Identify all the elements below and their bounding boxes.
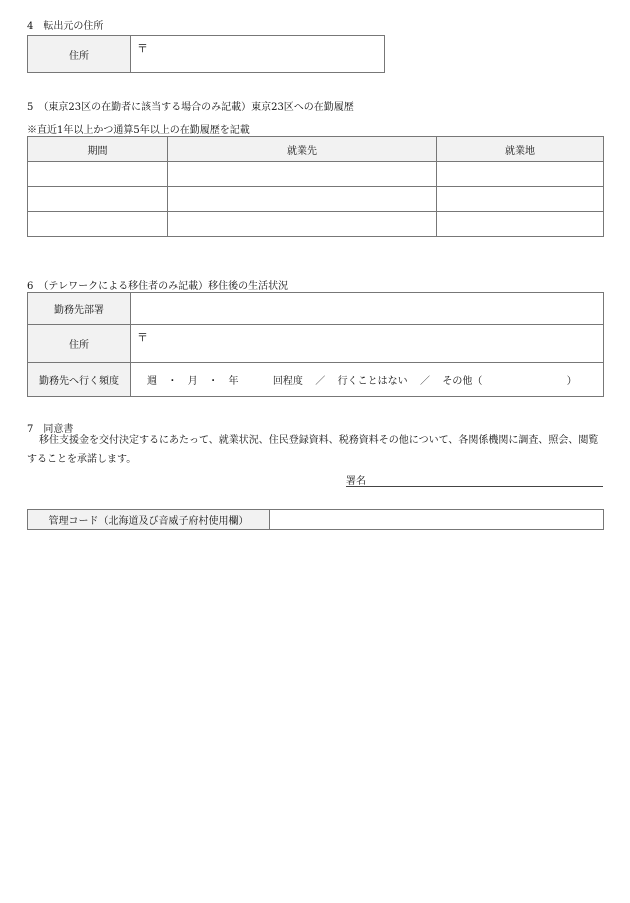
work-location-cell[interactable] bbox=[437, 187, 604, 212]
work-history-table bbox=[27, 136, 604, 237]
consent-text: 移住支援金を交付決定するにあたって、就業状況、住民登録資料、税務資料その他について、各関係機関に調査、照会、閲覧することを承諾します。 bbox=[27, 435, 599, 465]
frequency-separator: ・ bbox=[167, 376, 178, 387]
frequency-month: 月 bbox=[187, 376, 198, 387]
signature-line[interactable] bbox=[346, 486, 603, 487]
column-period: 期間 bbox=[28, 137, 168, 162]
former-address-field[interactable] bbox=[131, 36, 385, 73]
period-cell[interactable] bbox=[28, 212, 168, 237]
frequency-never: 行くことはない bbox=[337, 376, 408, 387]
frequency-week: 週 bbox=[147, 376, 157, 387]
signature-label: 署名 bbox=[346, 476, 366, 487]
period-cell[interactable] bbox=[28, 162, 168, 187]
column-employer: 就業先 bbox=[168, 137, 437, 162]
section4-heading: 4 転出元の住所 bbox=[27, 21, 104, 32]
office-department-label: 勤務先部署 bbox=[28, 293, 131, 325]
frequency-slash: ／ bbox=[420, 376, 430, 387]
office-department-field[interactable] bbox=[131, 293, 604, 325]
telework-status-table bbox=[27, 292, 604, 397]
postal-mark: 〒 bbox=[137, 42, 148, 55]
column-work-location: 就業地 bbox=[437, 137, 604, 162]
new-address-label: 住所 bbox=[28, 325, 131, 363]
employer-cell[interactable] bbox=[168, 212, 437, 237]
employer-cell[interactable] bbox=[168, 162, 437, 187]
admin-code-table bbox=[27, 509, 604, 530]
section5-heading: 5 （東京23区の在勤者に該当する場合のみ記載）東京23区への在勤履歴 bbox=[27, 102, 354, 113]
work-location-cell[interactable] bbox=[437, 162, 604, 187]
frequency-times: 回程度 bbox=[272, 376, 303, 387]
postal-mark: 〒 bbox=[137, 331, 148, 344]
visit-frequency-label: 勤務先へ行く頻度 bbox=[28, 363, 131, 397]
frequency-year: 年 bbox=[228, 376, 239, 387]
new-address-field[interactable] bbox=[131, 325, 604, 363]
section7-heading: 7 同意書 bbox=[27, 424, 74, 435]
admin-code-field[interactable] bbox=[270, 510, 604, 530]
visit-frequency-field[interactable] bbox=[131, 363, 604, 397]
employer-cell[interactable] bbox=[168, 187, 437, 212]
former-address-label: 住所 bbox=[28, 36, 131, 73]
section6-heading: 6 （テレワークによる移住者のみ記載）移住後の生活状況 bbox=[27, 281, 289, 292]
section5-note: ※直近1年以上かつ通算5年以上の在勤履歴を記載 bbox=[27, 125, 250, 136]
table-row bbox=[28, 162, 604, 187]
former-address-table bbox=[27, 35, 385, 73]
work-history-header bbox=[28, 137, 604, 162]
table-row bbox=[28, 187, 604, 212]
frequency-other-close: ） bbox=[566, 376, 577, 387]
frequency-other-open: その他（ bbox=[442, 376, 483, 387]
admin-code-label: 管理コード（北海道及び音威子府村使用欄） bbox=[28, 510, 270, 530]
frequency-separator: ・ bbox=[208, 376, 219, 387]
frequency-slash: ／ bbox=[315, 376, 326, 387]
work-location-cell[interactable] bbox=[437, 212, 604, 237]
period-cell[interactable] bbox=[28, 187, 168, 212]
table-row bbox=[28, 212, 604, 237]
